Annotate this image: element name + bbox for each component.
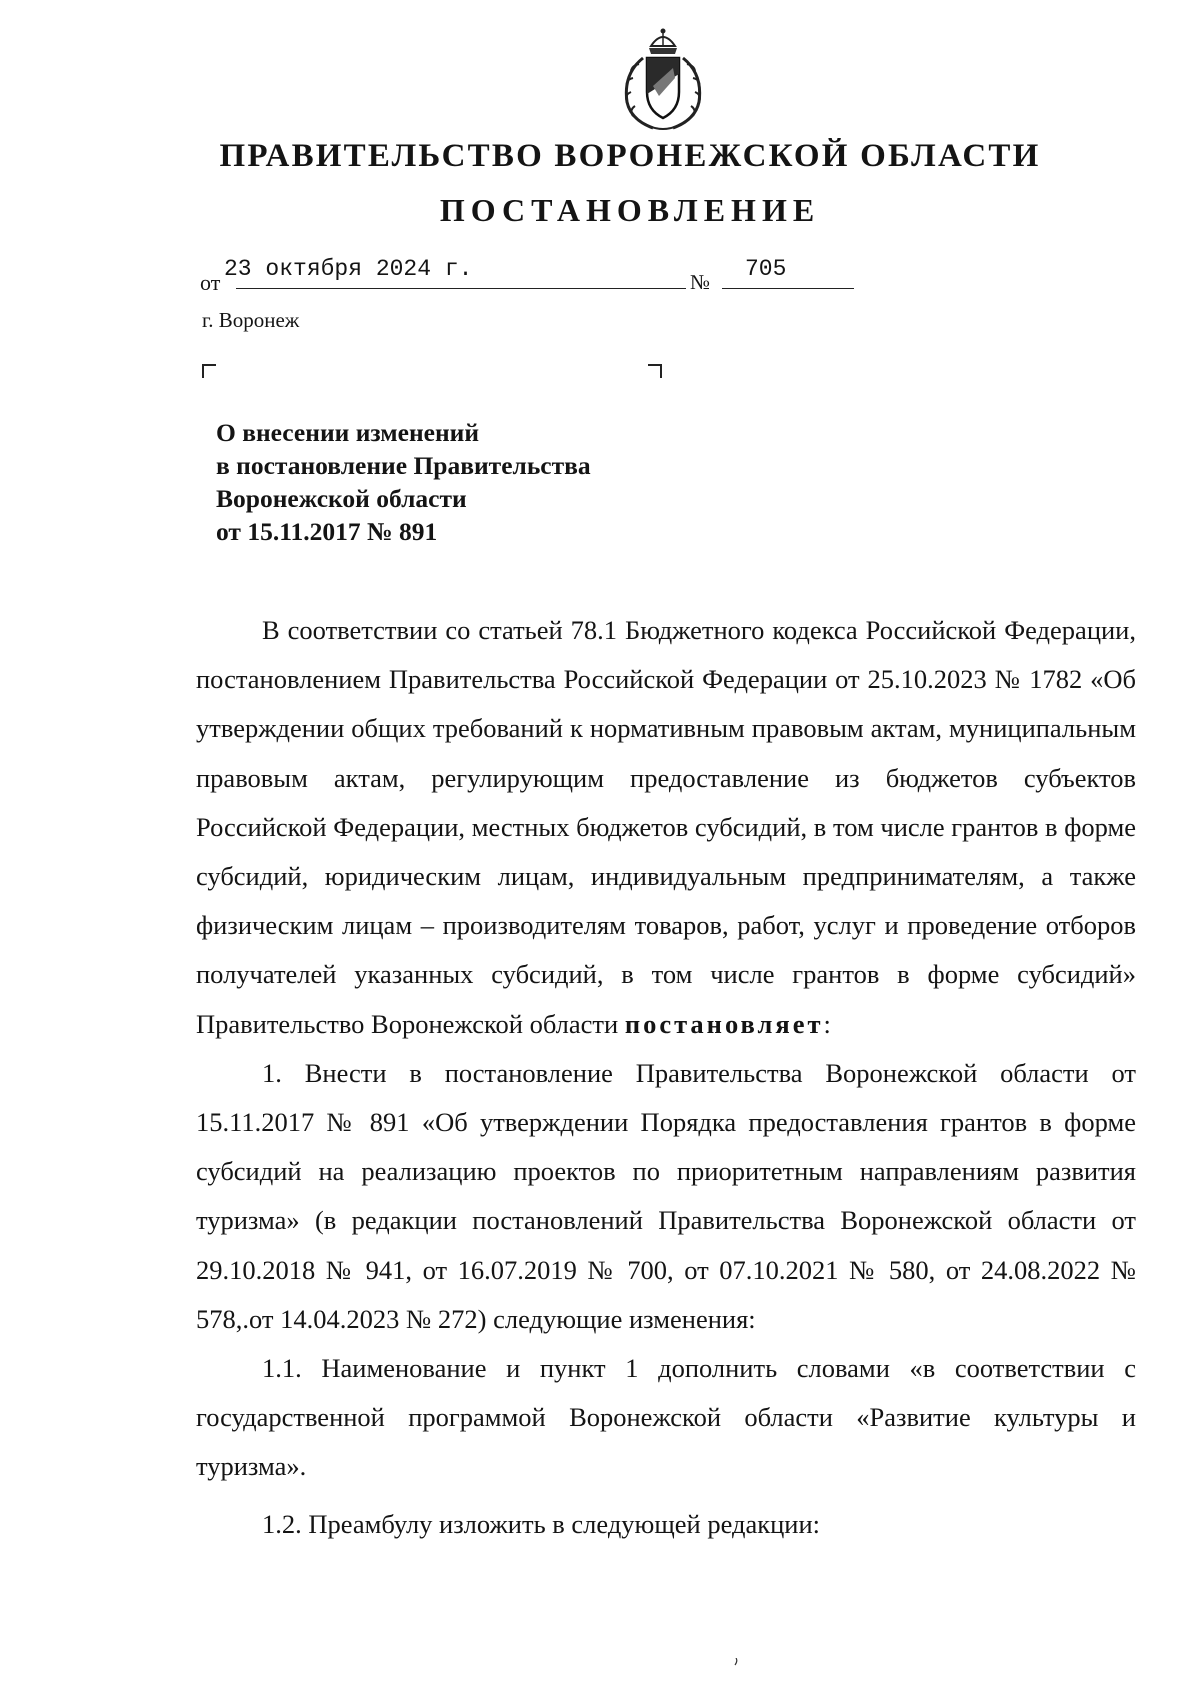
city: г. Воронеж: [202, 308, 300, 332]
item-1-1-paragraph: 1.1. Наименование и пункт 1 дополнить словами «в соответствии с государственной программой Воронежской области «Развитие культуры и туризма».: [196, 1353, 1136, 1482]
preamble-paragraph: [196, 606, 1136, 1049]
subject-line: в постановление Правительства: [216, 451, 591, 480]
document-body: [196, 606, 1136, 1549]
date-prefix: от: [200, 270, 221, 295]
scan-speck-icon: [734, 1658, 740, 1666]
subject-line: от 15.11.2017 № 891: [216, 517, 438, 546]
document-number: 705: [745, 256, 787, 282]
preamble-text: В соответствии со статьей 78.1 Бюджетного кодекса Российской Федерации, постановлением Правительства Российской Федерации от 25.10.2023 № 1782 «Об утверждении общих требований к нормативным правовым актам, муниципальным правовым актам, регулирующим предоставление из бюджетов субъектов Российской Федерации, местных бюджетов субсидий, в том числе грантов в форме субсидий, юридическим лицам, индивидуальным предпринимателям, а также физическим лицам – производителям товаров, работ, услуг и проведение отборов получателей указанных субсидий, в том числе грантов в форме субсидий» Правительство Воронежской области: [196, 615, 1136, 1039]
document-date: 23 октября 2024 г.: [224, 256, 473, 282]
resolves-word: постановляет: [624, 1008, 824, 1039]
corner-mark-left: [202, 364, 216, 378]
item-1-paragraph: 1. Внести в постановление Правительства Воронежской области от 15.11.2017 № 891 «Об утверждении Порядка предоставления грантов в форме субсидий на реализацию проектов по приоритетным направлениям развития туризма» (в редакции постановлений Правительства Воронежской области от 29.10.2018 № 941, от 16.07.2019 № 700, от 07.10.2021 № 580, от 24.08.2022 № 578,.от 14.04.2023 № 272) следующие изменения:: [196, 1057, 1136, 1334]
number-underline: [722, 256, 854, 289]
subject-line: Воронежской области: [216, 484, 467, 513]
resolves-colon: :: [823, 1008, 831, 1039]
number-sign: №: [690, 270, 711, 294]
voronezh-coat-of-arms-icon: [612, 24, 714, 134]
corner-mark-right: [648, 364, 662, 378]
document-type: ПОСТАНОВЛЕНИЕ: [439, 192, 821, 228]
document-subject: [216, 416, 591, 548]
item-1-2-paragraph: 1.2. Преамбулу изложить в следующей редакции:: [262, 1508, 821, 1539]
subject-line: О внесении изменений: [216, 418, 480, 447]
government-title: ПРАВИТЕЛЬСТВО ВОРОНЕЖСКОЙ ОБЛАСТИ: [219, 138, 1041, 174]
